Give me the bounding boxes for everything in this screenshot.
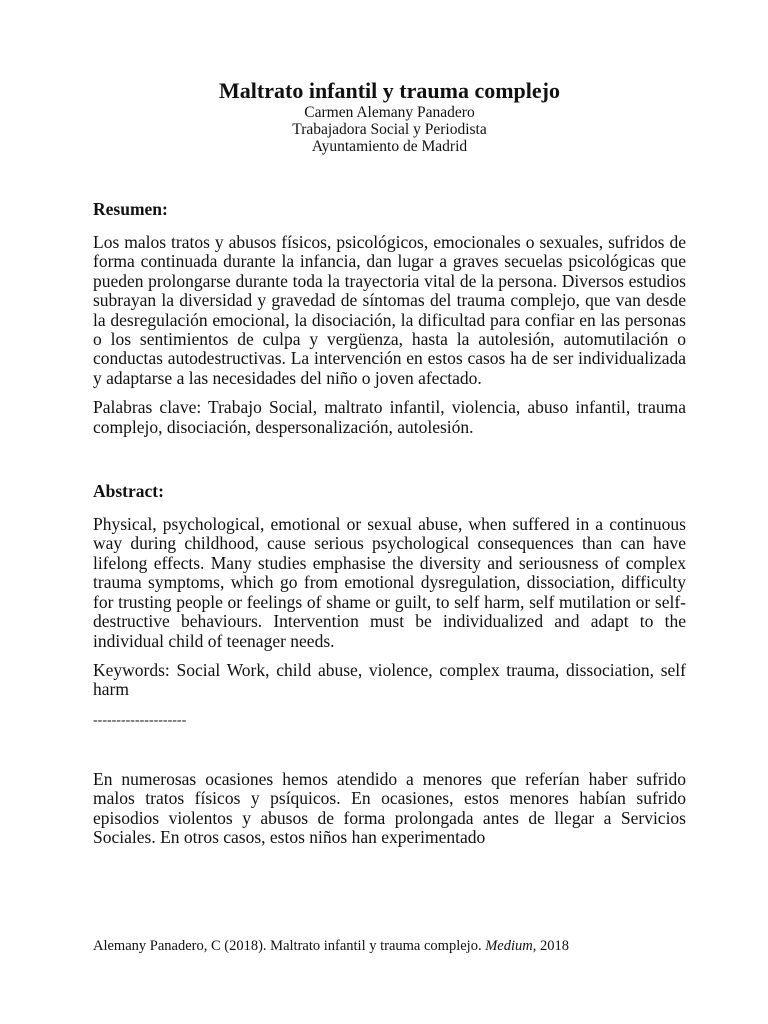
citation-text: Alemany Panadero, C (2018). Maltrato infantil y trauma complejo.	[93, 938, 486, 954]
document-page	[93, 78, 686, 847]
document-title: Maltrato infantil y trauma complejo	[219, 78, 560, 103]
section-separator: --------------------	[93, 712, 187, 728]
resumen-keywords: Palabras clave: Trabajo Social, maltrato infantil, violencia, abuso infantil, trauma complejo, disociación, despersonalización, autolesión.	[93, 397, 686, 437]
intro-paragraph: En numerosas ocasiones hemos atendido a menores que referían haber sufrido malos tratos físicos y psíquicos. En ocasiones, estos menores habían sufrido episodios violentos y abusos de forma prolongada antes de llegar a Servicios Sociales. En otros casos, estos niños han experimentado	[93, 768, 686, 847]
author-role: Trabajadora Social y Periodista	[292, 121, 487, 138]
author-affiliation: Ayuntamiento de Madrid	[311, 138, 468, 155]
citation-footer	[93, 937, 569, 955]
author-name: Carmen Alemany Panadero	[304, 104, 475, 121]
abstract-keywords: Keywords: Social Work, child abuse, violence, complex trauma, dissociation, self harm	[93, 659, 686, 700]
abstract-body: Physical, psychological, emotional or sexual abuse, when suffered in a continuous way during childhood, cause serious psychological consequences than can have lifelong effects. Many studies emphasise the diversity and seriousness of complex trauma symptoms, which go from emotional dysregulation, dissociation, difficulty for trusting people or feelings of shame or guilt, to self harm, self mutilation or self-destructive behaviours. Intervention must be individualized and adapt to the individual child of teenager needs.	[93, 514, 686, 651]
citation-year: , 2018	[532, 938, 569, 954]
resumen-heading: Resumen:	[93, 199, 168, 219]
abstract-heading: Abstract:	[93, 481, 164, 502]
citation-journal: Medium	[485, 938, 533, 954]
resumen-body: Los malos tratos y abusos físicos, psicológicos, emocionales o sexuales, sufridos de forma continuada durante la infancia, dan lugar a graves secuelas psicológicas que pueden prolongarse durante toda la trayectoria vital de la persona. Diversos estudios subrayan la diversidad y gravedad de síntomas del trauma complejo, que van desde la desregulación emocional, la disociación, la dificultad para confiar en las personas o los sentimientos de culpa y vergüenza, hasta la autolesión, automutilación o conductas autodestructivas. La intervención en estos casos ha de ser individualizada y adaptarse a las necesidades del niño o joven afectado.	[93, 232, 686, 388]
